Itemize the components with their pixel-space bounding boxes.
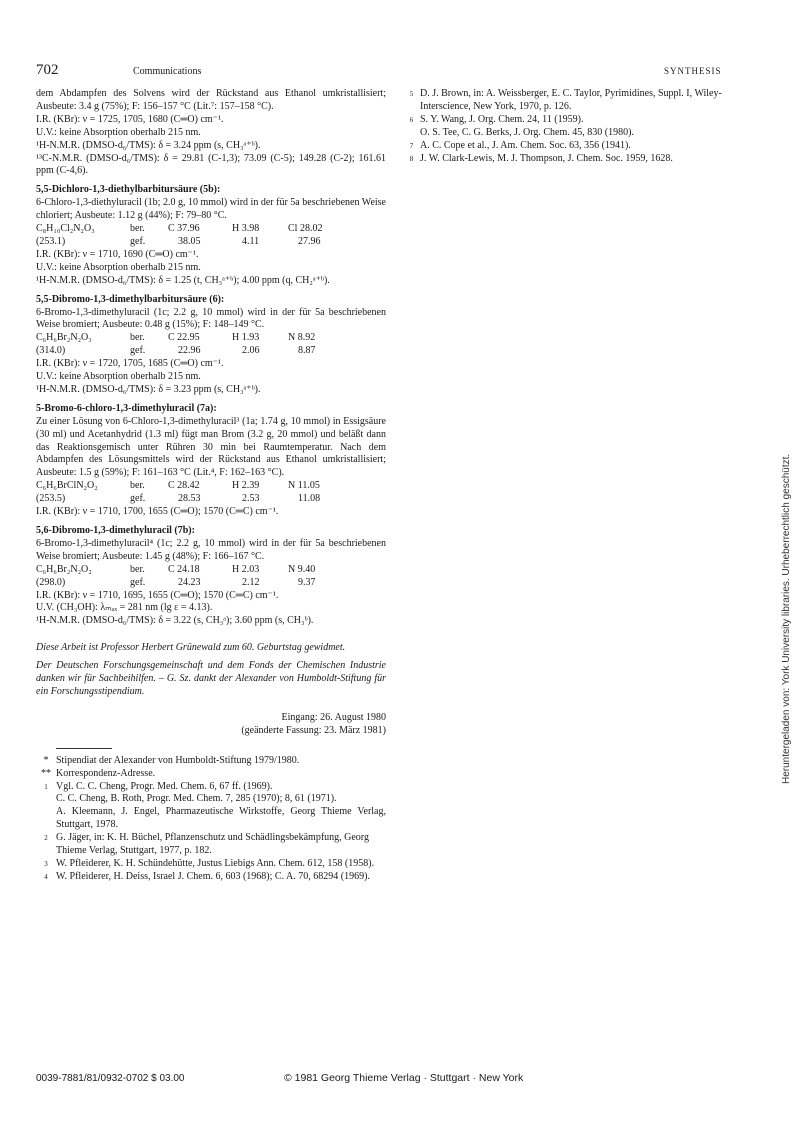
reference-text: Vgl. C. C. Cheng, Progr. Med. Chem. 6, 67 ff. (1969). <box>56 780 273 792</box>
formula: C₆H₆Br₂N₂O₃ <box>36 332 92 344</box>
reference-text: W. Pfleiderer, H. Deiss, Israel J. Chem. 6, 603 (1968); C. A. 70, 68294 (1969). <box>56 870 370 882</box>
mass: (314.0) <box>36 345 66 357</box>
reference-text: A. Kleemann, J. Engel, Pharmazeutische Wirkstoffe, Georg Thieme Verlag, Stuttgart, 1978. <box>56 806 386 831</box>
reference-number: 1 <box>44 782 48 791</box>
reference-number: 7 <box>409 141 414 150</box>
value: Cl 28.02 <box>288 223 323 235</box>
value: 11.08 <box>298 493 321 505</box>
reference <box>403 114 748 127</box>
acknowledgement: Der Deutschen Forschungsgemeinschaft und dem Fonds der Chemischen Industrie danken wir für Sachbeihilfen. – G. Sz. dankt der Alexander von Humboldt-Stiftung für ein Forschungsstipendium. <box>36 660 386 697</box>
footnote <box>36 755 386 768</box>
reference <box>403 140 748 153</box>
ir-data: I.R. (KBr): ν = 1725, 1705, 1680 (C═O) cm⁻¹. <box>36 113 224 125</box>
journal-section: Communications <box>133 66 202 77</box>
right-column <box>403 88 748 165</box>
formula: C₆H₆Br₂N₂O₂ <box>36 563 92 575</box>
procedure-6: 6-Bromo-1,3-dimethyluracil (1c; 2.2 g, 10 mmol) wird in der für 5a beschriebenen Weise bromiert; Ausbeute: 0.48 g (15%); F: 148–149 °C. <box>36 306 386 331</box>
formula: C₆H₆BrClN₂O₂ <box>36 480 98 492</box>
value: H 2.39 <box>232 480 260 492</box>
page-number: 702 <box>36 62 59 78</box>
ir-data: I.R. (KBr): ν = 1710, 1695, 1655 (C═O); 1570 (C═C) cm⁻¹. <box>36 589 279 601</box>
label: ber. <box>130 332 145 344</box>
value: N 8.92 <box>288 332 316 344</box>
mass: (253.5) <box>36 493 66 505</box>
value: 28.53 <box>178 493 201 505</box>
ir-data: I.R. (KBr): ν = 1720, 1705, 1685 (C═O) cm⁻¹. <box>36 358 224 370</box>
procedure-5b: 6-Chloro-1,3-diethyluracil (1b; 2.0 g, 10 mmol) wird in der für 5a beschriebenen Weise chloriert; Ausbeute: 1.12 g (44%); F: 79–80 °C. <box>36 197 386 222</box>
uv-data: U.V. (CH₃OH): λₘₐₓ = 281 nm (lg ε = 4.13). <box>36 602 213 614</box>
reference <box>36 858 386 871</box>
compound-7a-title: 5-Bromo-6-chloro-1,3-dimethyluracil (7a): <box>36 402 217 414</box>
reference-number: 2 <box>44 834 48 843</box>
nmr-data: ¹H-N.M.R. (DMSO-d₆/TMS): δ = 3.23 ppm (s, CH₃ᵃ⁺ᵇ). <box>36 383 261 395</box>
reference-text: A. C. Cope et al., J. Am. Chem. Soc. 63, 356 (1941). <box>420 139 631 151</box>
reference-text: W. Pfleiderer, K. H. Schündehütte, Justus Liebigs Ann. Chem. 612, 158 (1958). <box>56 857 375 869</box>
analysis-row <box>36 577 386 590</box>
footnote-text: Korrespondenz-Adresse. <box>56 767 156 779</box>
value: 8.87 <box>298 345 316 357</box>
dedication: Diese Arbeit ist Professor Herbert Grünewald zum 60. Geburtstag gewidmet. <box>36 642 346 654</box>
reference-number: 3 <box>44 859 48 868</box>
footnote-rule <box>56 748 112 749</box>
revised-date: (geänderte Fassung: 23. März 1981) <box>241 724 386 736</box>
analysis-row <box>36 480 386 493</box>
reference-number: 5 <box>409 90 414 98</box>
value: H 2.03 <box>232 563 260 575</box>
value: 2.53 <box>242 493 260 505</box>
value: 22.96 <box>178 345 201 357</box>
analysis-row <box>36 332 386 345</box>
reference-number: 4 <box>44 872 48 881</box>
analysis-row <box>36 345 386 358</box>
reference-text: O. S. Tee, C. G. Berks, J. Org. Chem. 45, 830 (1980). <box>420 126 634 138</box>
compound-5b-title: 5,5-Dichloro-1,3-diethylbarbitursäure (5b): <box>36 184 221 196</box>
procedure-7b: 6-Bromo-1,3-dimethyluracil⁴ (1c; 2.2 g, 10 mmol) wird in der für 5a beschriebenen Weise bromiert; Ausbeute: 1.45 g (48%); F: 166–167 °C. <box>36 537 386 562</box>
uv-data: U.V.: keine Absorption oberhalb 215 nm. <box>36 126 201 138</box>
reference-text: G. Jäger, in: K. H. Büchel, Pflanzenschutz und Schädlingsbekämpfung, Georg Thieme Verlag, Stuttgart, 1977, p. 182. <box>56 832 369 857</box>
footnote-text: Stipendiat der Alexander von Humboldt-Stiftung 1979/1980. <box>56 754 300 766</box>
reference-number: 8 <box>409 154 414 163</box>
value: 4.11 <box>242 235 260 247</box>
value: C 24.18 <box>168 563 200 575</box>
reference-text: D. J. Brown, in: A. Weissberger, E. C. Taylor, Pyrimidines, Suppl. I, Wiley-Interscience, New York, 1970, p. 126. <box>420 88 722 112</box>
journal-name: SYNTHESIS <box>664 66 722 76</box>
uv-data: U.V.: keine Absorption oberhalb 215 nm. <box>36 261 201 273</box>
footnote-marker: ** <box>41 767 51 779</box>
value: N 9.40 <box>288 563 316 575</box>
left-column <box>36 88 386 884</box>
reference <box>36 871 386 884</box>
value: C 28.42 <box>168 480 200 492</box>
reference-number: 6 <box>409 115 414 124</box>
reference-text: C. C. Cheng, B. Roth, Progr. Med. Chem. 7, 285 (1970); 8, 61 (1971). <box>56 793 337 805</box>
procedure-7a: Zu einer Lösung von 6-Chloro-1,3-dimethyluracil³ (1a; 1.74 g, 10 mmol) in Essigsäure (30 ml) und Acetanhydrid (1.3 ml) fügt man Brom (3.2 g, 20 mmol) und beläßt dann das Reaktionsgemisch unter Rühren 30 min bei Raumtemperatur. Nach dem Abdampfen des Lösungsmittels wird der Rückstand aus Ethanol umkristallisiert; Ausbeute: 1.5 g (59%); F: 161–163 °C (Lit.⁴, F: 162–163 °C). <box>36 415 386 479</box>
mass: (298.0) <box>36 576 66 588</box>
label: ber. <box>130 223 145 235</box>
ir-data: I.R. (KBr): ν = 1710, 1700, 1655 (C═O); 1570 (C═C) cm⁻¹. <box>36 506 279 518</box>
uv-data: U.V.: keine Absorption oberhalb 215 nm. <box>36 371 201 383</box>
footnote <box>36 768 386 781</box>
reference-text: J. W. Clark-Lewis, M. J. Thompson, J. Chem. Soc. 1959, 1628. <box>420 152 673 164</box>
label: gef. <box>130 493 146 505</box>
analysis-row <box>36 493 386 506</box>
value: 27.96 <box>298 235 321 247</box>
nmr-data: ¹H-N.M.R. (DMSO-d₆/TMS): δ = 1.25 (t, CH₃ᵃ⁺ᵇ); 4.00 ppm (q, CH₂ᵃ⁺ᵇ). <box>36 274 330 286</box>
analysis-row <box>36 564 386 577</box>
ir-data: I.R. (KBr): ν = 1710, 1690 (C═O) cm⁻¹. <box>36 248 199 260</box>
value: 9.37 <box>298 576 316 588</box>
reference-text: S. Y. Wang, J. Org. Chem. 24, 11 (1959). <box>420 113 584 125</box>
nmr-data: ¹H-N.M.R. (DMSO-d₆/TMS): δ = 3.22 (s, CH₃ᵃ); 3.60 ppm (s, CH₃ᵇ). <box>36 615 314 627</box>
compound-7b-title: 5,6-Dibromo-1,3-dimethyluracil (7b): <box>36 525 195 536</box>
label: ber. <box>130 480 145 492</box>
nmr-data: ¹H-N.M.R. (DMSO-d₆/TMS): δ = 3.24 ppm (s, CH₃ᵃ⁺ᵇ). <box>36 139 261 151</box>
c13-nmr-data: ¹³C-N.M.R. (DMSO-d₆/TMS): δ = 29.81 (C-1,3); 73.09 (C-5); 149.28 (C-2); 161.61 ppm (C-4,6). <box>36 152 386 177</box>
copyright: © 1981 Georg Thieme Verlag · Stuttgart · New York <box>284 1072 524 1084</box>
paragraph: dem Abdampfen des Solvens wird der Rückstand aus Ethanol umkristallisiert; Ausbeute: 3.4 g (75%); F: 156–157 °C (Lit.⁷: 157–158 °C). <box>36 88 386 112</box>
label: gef. <box>130 345 146 357</box>
label: ber. <box>130 563 145 575</box>
formula: C₈H₁₀Cl₂N₂O₃ <box>36 223 95 235</box>
value: C 37.96 <box>168 223 200 235</box>
compound-6-title: 5,5-Dibromo-1,3-dimethylbarbitursäure (6): <box>36 293 225 305</box>
analysis-row <box>36 236 386 249</box>
received-date: Eingang: 26. August 1980 <box>281 711 386 723</box>
value: 2.06 <box>242 345 260 357</box>
value: 2.12 <box>242 576 260 588</box>
label: gef. <box>130 235 146 247</box>
reference <box>36 832 386 858</box>
issn-code: 0039-7881/81/0932-0702 $ 03.00 <box>36 1073 185 1084</box>
value: 38.05 <box>178 235 201 247</box>
label: gef. <box>130 576 146 588</box>
value: N 11.05 <box>288 480 320 492</box>
mass: (253.1) <box>36 235 66 247</box>
reference <box>403 88 748 114</box>
reference <box>36 781 386 794</box>
value: C 22.95 <box>168 332 200 344</box>
footnote-marker: * <box>43 754 49 766</box>
value: 24.23 <box>178 576 201 588</box>
analysis-row <box>36 223 386 236</box>
download-watermark: Heruntergeladen von: York University libraries. Urheberrechtlich geschützt. <box>781 453 792 784</box>
value: H 1.93 <box>232 332 260 344</box>
value: H 3.98 <box>232 223 260 235</box>
reference <box>403 153 748 166</box>
